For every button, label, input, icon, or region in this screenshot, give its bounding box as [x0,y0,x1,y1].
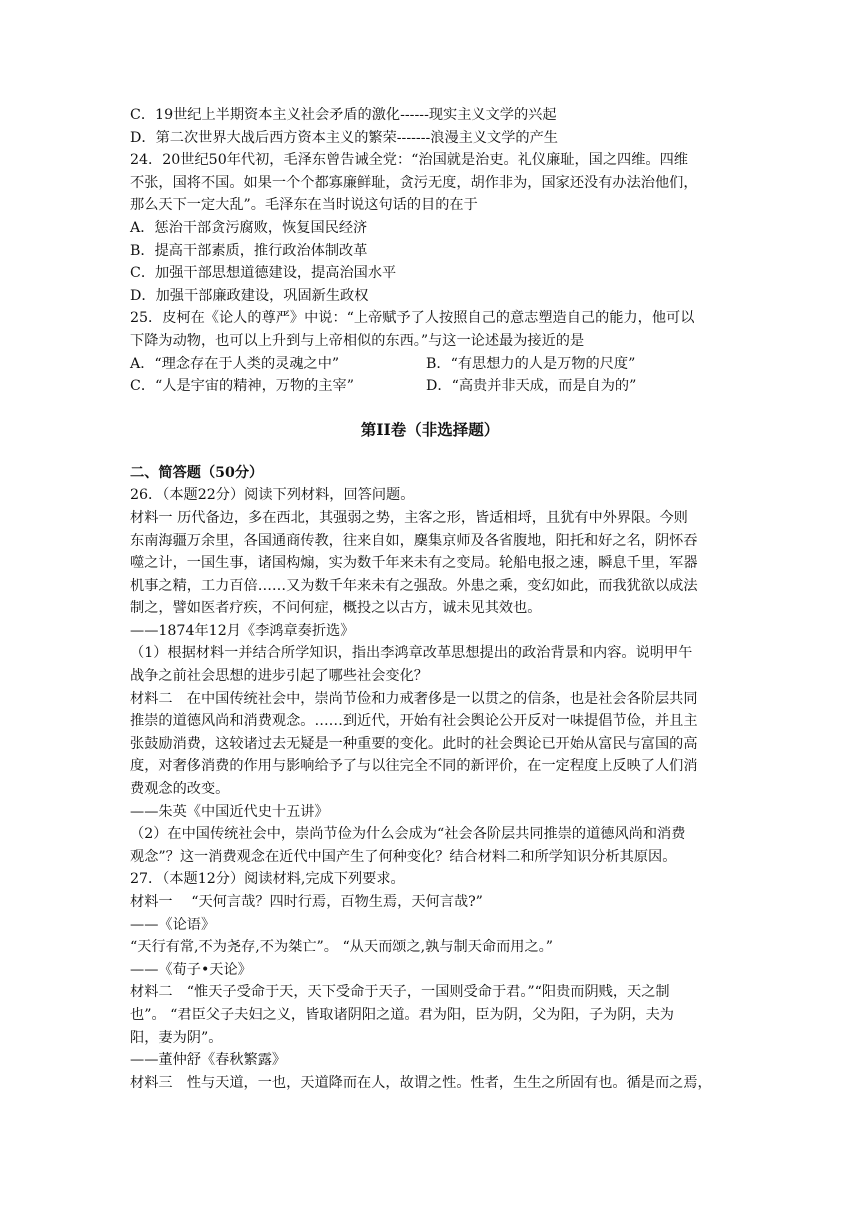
q25-option-c: C．“人是宇宙的精神，万物的主宰” [130,378,354,395]
q27-material1-source2: ——《荀子•天论》 [130,961,252,978]
q25-option-d: D．“高贵并非天成，而是自为的” [426,378,637,395]
q26-material1-line5: 制之，譬如医者疗疾，不问何症，概投之以古方，诚未见其效也。 [130,600,542,617]
q24-stem-line3: 那么天下一定大乱”。毛泽东在当时说这句话的目的在于 [130,197,478,214]
q26-material1-line2: 东南海疆万余里，各国通商传教，往来自如，麇集京师及各省腹地，阳托和好之名，阴怀吞 [130,532,698,549]
section2-title: 二、简答题（50分） [130,464,264,481]
q24-option-d: D．加强干部廉政建设，巩固新生政权 [130,287,369,304]
q24-option-b: B．提高干部素质，推行政治体制改革 [130,242,368,259]
q23-option-c: C．19世纪上半期资本主义社会矛盾的激化------现实主义文学的兴起 [130,107,557,123]
q27-material1-line1: 材料一 “天何言哉？四时行焉，百物生焉，天何言哉?” [130,894,483,910]
q24-stem-line1: 24．20世纪50年代初，毛泽东曾告诫全党：“治国就是治吏。礼仪廉耻，国之四维。四维 [130,152,688,169]
q26-material2-line1: 材料二 在中国传统社会中，崇尚节俭和力戒奢侈是一以贯之的信条，也是社会各阶层共同 [130,690,698,707]
q27-material2-line3: 阳，妻为阴”。 [130,1029,223,1046]
q27-material2-source: ——董仲舒《春秋繁露》 [130,1052,287,1069]
q25-options-row1 [130,353,730,376]
q26-material2-line4: 度，对奢侈消费的作用与影响给予了与以往完全不同的新评价，在一定程度上反映了人们消 [130,758,698,775]
q23-option-d: D．第二次世界大战后西方资本主义的繁荣-------浪漫主义文学的产生 [130,129,558,146]
q27-material1-line2: “天行有常,不为尧存,不为桀亡”。 “从天而颂之,孰与制天命而用之。” [130,939,554,956]
exam-page [130,104,730,1094]
q27-stem: 27．（本题12分）阅读材料,完成下列要求。 [130,871,405,888]
q24-option-a: A．惩治干部贪污腐败，恢复国民经济 [130,219,368,236]
q26-material1-line3: 噬之计，一国生事，诸国构煽，实为数千年来未有之变局。轮船电报之速，瞬息千里，军器 [130,555,698,572]
q26-question2-line1: （2）在中国传统社会中，崇尚节俭为什么会成为“社会各阶层共同推崇的道德风尚和消费 [130,826,686,843]
q26-question2-line2: 观念”？这一消费观念在近代中国产生了何种变化？结合材料二和所学知识分析其原因。 [130,848,677,865]
q26-stem: 26．（本题22分）阅读下列材料，回答问题。 [130,487,415,504]
q25-options-row2 [130,375,730,398]
q26-material1-line1: 材料一 历代备边，多在西北，其强弱之势，主客之形，皆适相埒，且犹有中外界限。今则 [130,509,688,526]
q26-material1-line4: 机事之精，工力百倍……又为数千年来未有之强敌。外患之乘，变幻如此，而我犹欲以成法 [130,577,698,594]
q25-stem-line2: 下降为动物，也可以上升到与上帝相似的东西。”与这一论述最为接近的是 [130,332,585,349]
q26-material2-line5: 费观念的改变。 [130,781,230,798]
q27-material2-line2: 也”。 “君臣父子夫妇之义，皆取诸阴阳之道。君为阳，臣为阴，父为阳，子为阴，夫为 [130,1006,674,1023]
q24-stem-line2: 不张，国将不国。如果一个个都寡廉鲜耻，贪污无度，胡作非为，国家还没有办法治他们， [130,174,698,191]
q27-material1-source1: ——《论语》 [130,916,216,933]
part2-title: 第II卷（非选择题） [360,419,500,439]
q27-material3-line1: 材料三 性与天道，一也，天道降而在人，故谓之性。性者，生生之所固有也。循是而之焉， [130,1074,712,1091]
q26-question1-line1: （1）根据材料一并结合所学知识，指出李鸿章改革思想提出的政治背景和内容。说明甲午 [130,645,693,662]
q24-option-c: C．加强干部思想道德建设，提高治国水平 [130,265,397,282]
q25-option-a: A．“理念存在于人类的灵魂之中” [130,355,340,372]
q27-material2-line1: 材料二 “惟天子受命于天，天下受命于天子，一国则受命于君。”“阳贵而阴贱，天之制 [130,984,670,1001]
q26-question1-line2: 战争之前社会思想的进步引起了哪些社会变化？ [130,668,428,685]
q26-material2-line2: 推崇的道德风尚和消费观念。……到近代，开始有社会舆论公开反对一味提倡节俭，并且主 [130,713,698,730]
q26-material2-source: ——朱英《中国近代史十五讲》 [130,803,329,820]
q25-stem-line1: 25．皮柯在《论人的尊严》中说：“上帝赋予了人按照自己的意志塑造自己的能力，他可以 [130,310,695,327]
q26-material1-source: ——1874年12月《李鸿章奏折选》 [130,622,355,639]
q25-option-b: B．“有思想力的人是万物的尺度” [426,355,636,372]
q26-material2-line3: 张鼓励消费，这较诸过去无疑是一种重要的变化。此时的社会舆论已开始从富民与富国的高 [130,735,698,752]
